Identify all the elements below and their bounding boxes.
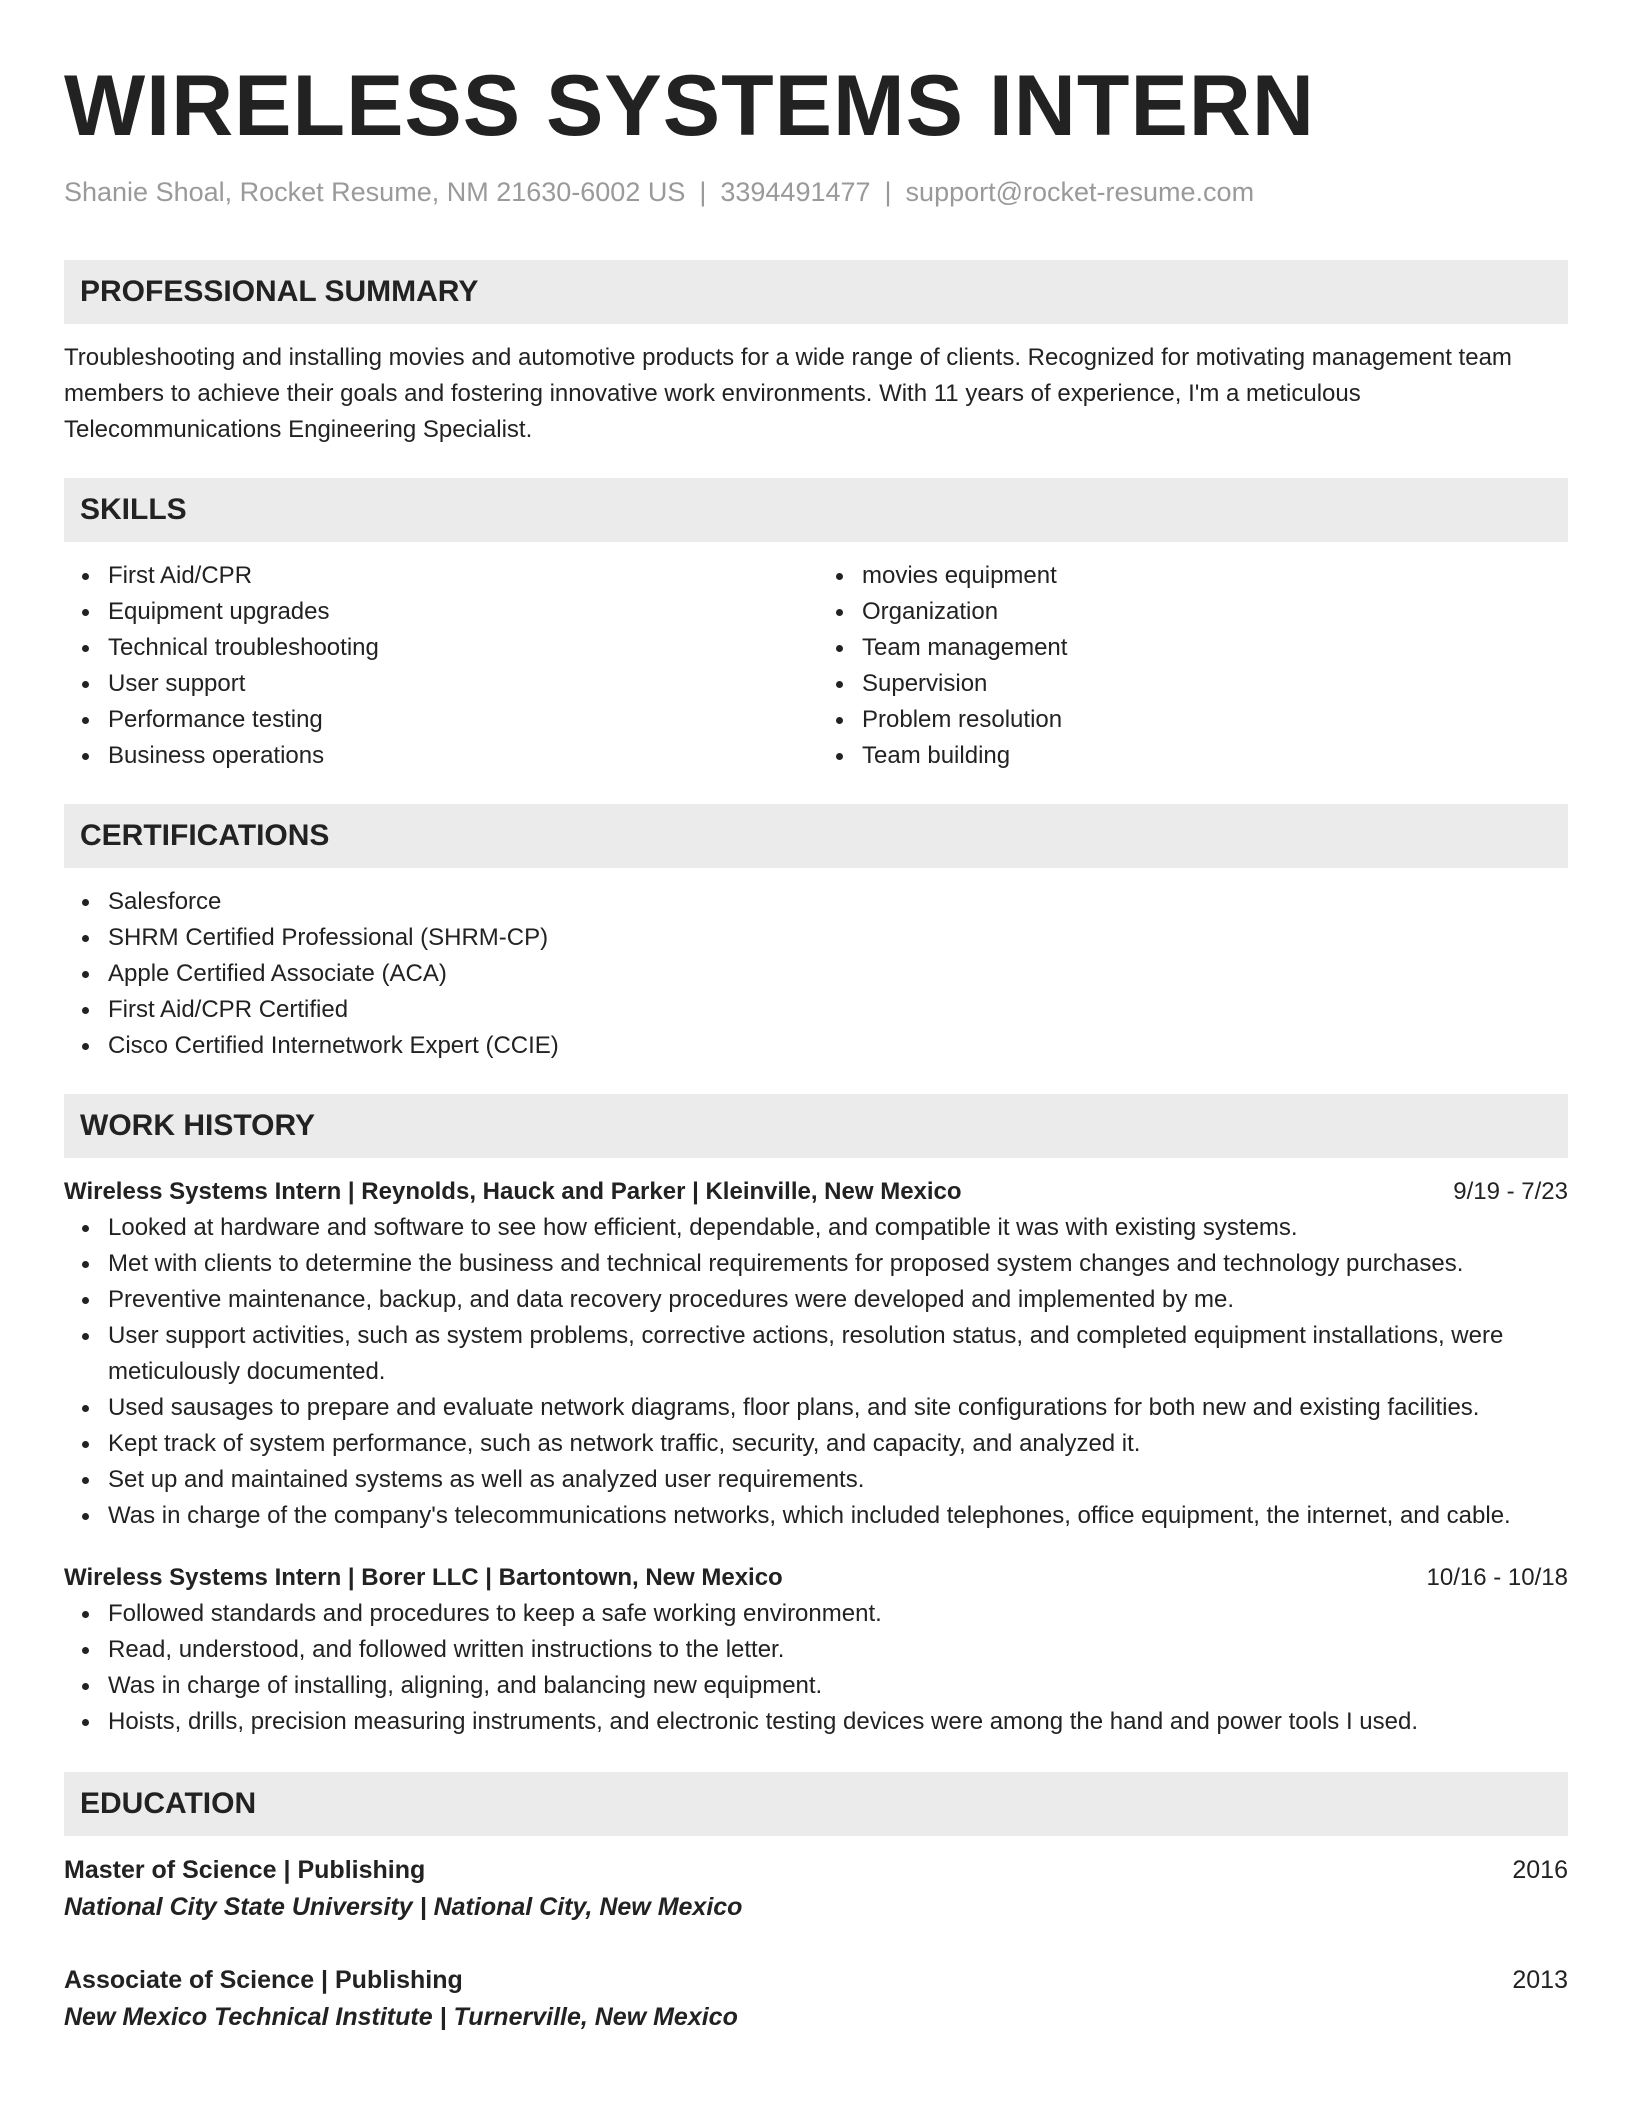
certification-item: Apple Certified Associate (ACA) <box>108 956 1568 992</box>
section-heading-skills: SKILLS <box>64 478 1568 542</box>
job-bullet: Looked at hardware and software to see how efficient, dependable, and compatible it was with existing systems. <box>108 1210 1568 1246</box>
job-bullet: Preventive maintenance, backup, and data recovery procedures were developed and implemented by me. <box>108 1282 1568 1318</box>
job-entry <box>64 1560 1568 1740</box>
skills-column-left <box>64 558 816 774</box>
section-heading-summary: PROFESSIONAL SUMMARY <box>64 260 1568 324</box>
education-header <box>64 1852 1568 1888</box>
skill-item: Business operations <box>108 738 816 774</box>
job-dates: 9/19 - 7/23 <box>1453 1178 1568 1205</box>
job-bullet: Hoists, drills, precision measuring instruments, and electronic testing devices were among the hand and power tools I used. <box>108 1704 1568 1740</box>
certification-item: Salesforce <box>108 884 1568 920</box>
education-header <box>64 1962 1568 1998</box>
certification-item: Cisco Certified Internetwork Expert (CCIE) <box>108 1028 1568 1064</box>
education-school: National City State University | National City, New Mexico <box>64 1893 743 1921</box>
job-bullet: Used sausages to prepare and evaluate network diagrams, floor plans, and site configurations for both new and existing facilities. <box>108 1390 1568 1426</box>
skill-item: movies equipment <box>862 558 1568 594</box>
job-header <box>64 1174 1568 1210</box>
contact-phone: 3394491477 <box>720 177 871 207</box>
job-bullet: Met with clients to determine the business and technical requirements for proposed system changes and technology purchases. <box>108 1246 1568 1282</box>
job-dates: 10/16 - 10/18 <box>1426 1564 1568 1591</box>
certification-item: SHRM Certified Professional (SHRM-CP) <box>108 920 1568 956</box>
education-entry <box>64 1962 1568 2036</box>
skill-item: Performance testing <box>108 702 816 738</box>
job-bullet: Set up and maintained systems as well as analyzed user requirements. <box>108 1462 1568 1498</box>
skill-item: Organization <box>862 594 1568 630</box>
job-bullet: Followed standards and procedures to keep a safe working environment. <box>108 1596 1568 1632</box>
contact-address: Shanie Shoal, Rocket Resume, NM 21630-6002 US <box>64 177 686 207</box>
skill-item: Team management <box>862 630 1568 666</box>
skill-item: Technical troubleshooting <box>108 630 816 666</box>
job-header <box>64 1560 1568 1596</box>
skill-item: Team building <box>862 738 1568 774</box>
summary-section <box>64 340 1568 448</box>
education-year: 2013 <box>1512 1966 1568 1994</box>
contact-separator: | <box>884 177 892 207</box>
job-title: Wireless Systems Intern | Reynolds, Hauck and Parker | Kleinville, New Mexico <box>64 1178 962 1205</box>
skill-item: Supervision <box>862 666 1568 702</box>
job-bullet: Read, understood, and followed written instructions to the letter. <box>108 1632 1568 1668</box>
section-heading-work-history: WORK HISTORY <box>64 1094 1568 1158</box>
certification-item: First Aid/CPR Certified <box>108 992 1568 1028</box>
education-section <box>64 1852 1568 2036</box>
resume-title: WIRELESS SYSTEMS INTERN <box>64 58 1316 154</box>
job-entry <box>64 1174 1568 1534</box>
job-bullet: Was in charge of installing, aligning, and balancing new equipment. <box>108 1668 1568 1704</box>
section-heading-certifications: CERTIFICATIONS <box>64 804 1568 868</box>
education-year: 2016 <box>1512 1856 1568 1884</box>
skills-column-right <box>816 558 1568 774</box>
skills-section <box>64 558 1568 774</box>
education-degree: Master of Science | Publishing <box>64 1856 426 1884</box>
skill-item: First Aid/CPR <box>108 558 816 594</box>
section-heading-education: EDUCATION <box>64 1772 1568 1836</box>
job-bullet: User support activities, such as system problems, corrective actions, resolution status, and completed equipment installations, were meticulously documented. <box>108 1318 1568 1390</box>
contact-separator: | <box>699 177 707 207</box>
skill-item: Equipment upgrades <box>108 594 816 630</box>
education-degree: Associate of Science | Publishing <box>64 1966 463 1994</box>
certifications-section <box>64 884 1568 1064</box>
job-bullet: Was in charge of the company's telecommunications networks, which included telephones, office equipment, the internet, and cable. <box>108 1498 1568 1534</box>
summary-text: Troubleshooting and installing movies and automotive products for a wide range of clients. Recognized for motivating management team members to achieve their goals and fostering innovative work environments. With 11 years of experience, I'm a meticulous Telecommunications Engineering Specialist. <box>64 344 1512 443</box>
job-title: Wireless Systems Intern | Borer LLC | Bartontown, New Mexico <box>64 1564 783 1591</box>
education-entry <box>64 1852 1568 1926</box>
job-bullet: Kept track of system performance, such as network traffic, security, and capacity, and analyzed it. <box>108 1426 1568 1462</box>
work-history-section <box>64 1174 1568 1740</box>
skill-item: User support <box>108 666 816 702</box>
education-school: New Mexico Technical Institute | Turnerville, New Mexico <box>64 2003 738 2031</box>
skill-item: Problem resolution <box>862 702 1568 738</box>
contact-email: support@rocket-resume.com <box>905 177 1255 207</box>
contact-line <box>64 174 1568 210</box>
